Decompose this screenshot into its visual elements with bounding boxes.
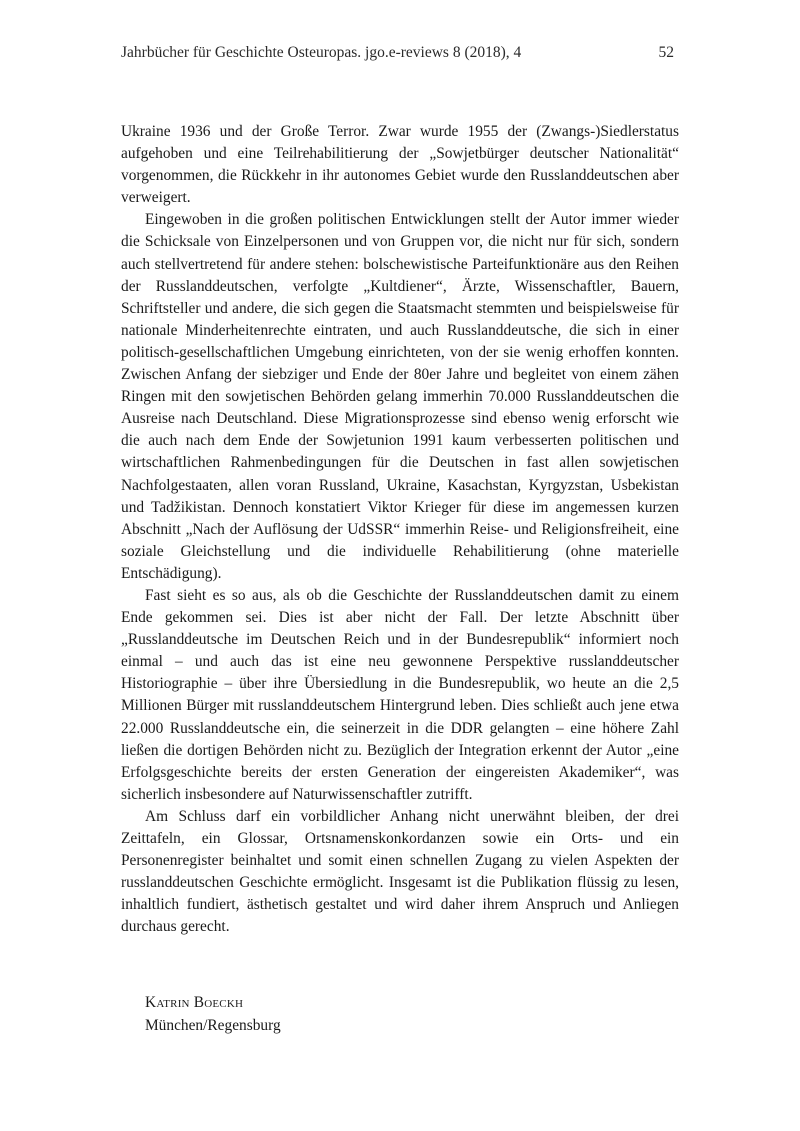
author-location: München/Regensburg (145, 1016, 281, 1034)
author-name: Katrin Boeckh (145, 994, 244, 1011)
paragraph: Ukraine 1936 und der Große Terror. Zwar wurde 1955 der (Zwangs-)Siedlerstatus aufgehoben und eine Teilrehabilitierung der „Sowjetbürger deutscher Nationalität“ vorgenommen, die Rückkehr in ihr autonomes Gebiet wurde den Russlanddeutschen aber verweigert. (121, 123, 679, 207)
paragraph: Eingewoben in die großen politischen Entwicklungen stellt der Autor immer wieder die Schicksale von Einzelpersonen und von Gruppen vor, die nicht nur für sich, sondern auch stellvertretend für andere stehen: bolschewistische Parteifunktionäre aus den Reihen der Russlanddeutschen, verfolgte „Kultdiener“, Ärzte, Wissenschaftler, Bauern, Schriftsteller und andere, die sich gegen die Staatsmacht stemmten und beispielsweise für nationale Minderheitenrechte eintraten, und auch Russlanddeutsche, die sich in einer politisch-gesellschaftlichen Umgebung einrichteten, von der sie wenig erhoffen konnten. Zwischen Anfang der siebziger und Ende der 80er Jahre und begleitet von einem zähen Ringen mit den sowjetischen Behörden gelang immerhin 70.000 Russlanddeutschen die Ausreise nach Deutschland. Diese Migrationsprozesse sind ebenso wenig erforscht wie die auch nach dem Ende der Sowjetunion 1991 kaum verbesserten politischen und wirtschaftlichen Rahmenbedingungen für die Deutschen in fast allen sowjetischen Nachfolgestaaten, allen voran Russland, Ukraine, Kasachstan, Kyrgyzstan, Usbekistan und Tadžikistan. Dennoch konstatiert Viktor Krieger für diese im angemessen kurzen Abschnitt „Nach der Auflösung der UdSSR“ immerhin Reise- und Religionsfreiheit, eine soziale Gleichstellung und die individuelle Rehabilitierung (ohne materielle Entschädigung). (121, 211, 679, 582)
paragraph: Fast sieht es so aus, als ob die Geschichte der Russlanddeutschen damit zu einem Ende gekommen sei. Dies ist aber nicht der Fall. Der letzte Abschnitt über „Russlanddeutsche im Deutschen Reich und in der Bundesrepublik“ informiert noch einmal – und auch das ist eine neu gewonnene Perspektive russlanddeutscher Historiographie – über ihre Übersiedlung in die Bundesrepublik, wo heute an die 2,5 Millionen Bürger mit russlanddeutschem Hintergrund leben. Dies schließt auch jene etwa 22.000 Russlanddeutsche ein, die seinerzeit in die DDR gelangten – eine höhere Zahl ließen die dortigen Behörden nicht zu. Bezüglich der Integration erkennt der Autor „eine Erfolgsgeschichte bereits der ersten Generation der eingereisten Akademiker“, was sicherlich insbesondere auf Naturwissenschaftler zutrifft. (121, 586, 679, 803)
review-body (121, 121, 679, 938)
paragraph: Am Schluss darf ein vorbildlicher Anhang nicht unerwähnt bleiben, der drei Zeittafeln, ein Glossar, Ortsnamenskonkordanzen sowie ein Orts- und ein Personenregister beinhaltet und somit einen schnellen Zugang zu vielen Aspekten der russlanddeutschen Geschichte ermöglicht. Insgesamt ist die Publikation flüssig zu lesen, inhaltlich fundiert, ästhetisch gestaltet und wird daher ihrem Anspruch und Anliegen durchaus gerecht. (121, 807, 679, 936)
page-number: 52 (658, 44, 674, 61)
page-header (121, 44, 674, 62)
signature (145, 992, 281, 1037)
journal-title: Jahrbücher für Geschichte Osteuropas. jgo.e-reviews 8 (2018), 4 (121, 44, 522, 61)
